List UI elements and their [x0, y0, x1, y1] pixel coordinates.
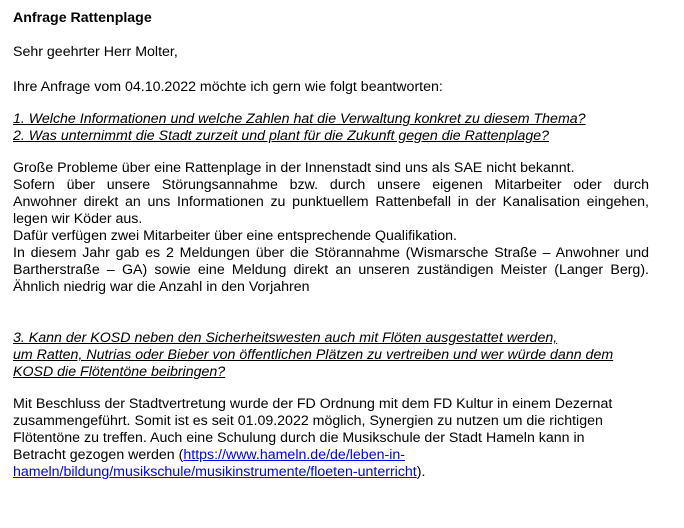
- answer-line: Bartherstraße – GA) sowie eine Meldung direkt an unseren zuständigen Meister (Langer Berg).: [13, 262, 649, 278]
- question-3-line: 3. Kann der KOSD neben den Sicherheitswesten auch mit Flöten ausgestattet werden,: [13, 330, 558, 346]
- document-title: Anfrage Rattenplage: [13, 10, 152, 26]
- answer-line: Ähnlich niedrig war die Anzahl in den Vorjahren: [13, 279, 310, 295]
- answer-line: In diesem Jahr gab es 2 Meldungen über die Störannahme (Wismarsche Straße – Anwohner und: [13, 245, 649, 261]
- music-school-link-part-1[interactable]: https://www.hameln.de/de/leben-in-: [183, 447, 405, 463]
- answer-line: Anwohner direkt an uns Informationen zu punktuellem Rattenbefall in der Kanalisation eingehen,: [13, 194, 649, 210]
- answer-3-line: Mit Beschluss der Stadtvertretung wurde der FD Ordnung mit dem FD Kultur in einem Dezernat: [13, 396, 613, 412]
- salutation: Sehr geehrter Herr Molter,: [13, 44, 178, 60]
- answer-line: Dafür verfügen zwei Mitarbeiter über eine entsprechende Qualifikation.: [13, 228, 457, 244]
- answer-3-line: [13, 447, 405, 464]
- intro-text: Ihre Anfrage vom 04.10.2022 möchte ich gern wie folgt beantworten:: [13, 79, 443, 95]
- answer-3-prefix: Betracht gezogen werden (: [13, 447, 184, 463]
- answer-3-suffix: ).: [416, 464, 426, 480]
- answer-line: Sofern über unsere Störungsannahme bzw. durch unsere eigenen Mitarbeiter oder durch: [13, 177, 649, 193]
- question-3-line: KOSD die Flötentöne beibringen?: [13, 364, 226, 380]
- answer-line: legen wir Köder aus.: [13, 211, 143, 227]
- answer-3-line: zusammengeführt. Somit ist es seit 01.09.2022 möglich, Synergien zu nutzen um die richtigen: [13, 413, 603, 429]
- music-school-link-part-2[interactable]: hameln/bildung/musikschule/musikinstrumente/floeten-unterricht: [13, 464, 417, 480]
- question-3-line: um Ratten, Nutrias oder Bieber von öffentlichen Plätzen zu vertreiben und wer würde dann dem: [13, 347, 614, 363]
- answer-3-line: [13, 464, 425, 481]
- question-1: 1. Welche Informationen und welche Zahlen hat die Verwaltung konkret zu diesem Thema?: [13, 111, 586, 127]
- answer-line: Große Probleme über eine Rattenplage in der Innenstadt sind uns als SAE nicht bekannt.: [13, 160, 575, 176]
- question-2: 2. Was unternimmt die Stadt zurzeit und plant für die Zukunft gegen die Rattenplage?: [13, 128, 550, 144]
- answer-3-line: Flötentöne zu treffen. Auch eine Schulung durch die Musikschule der Stadt Hameln kann in: [13, 430, 585, 446]
